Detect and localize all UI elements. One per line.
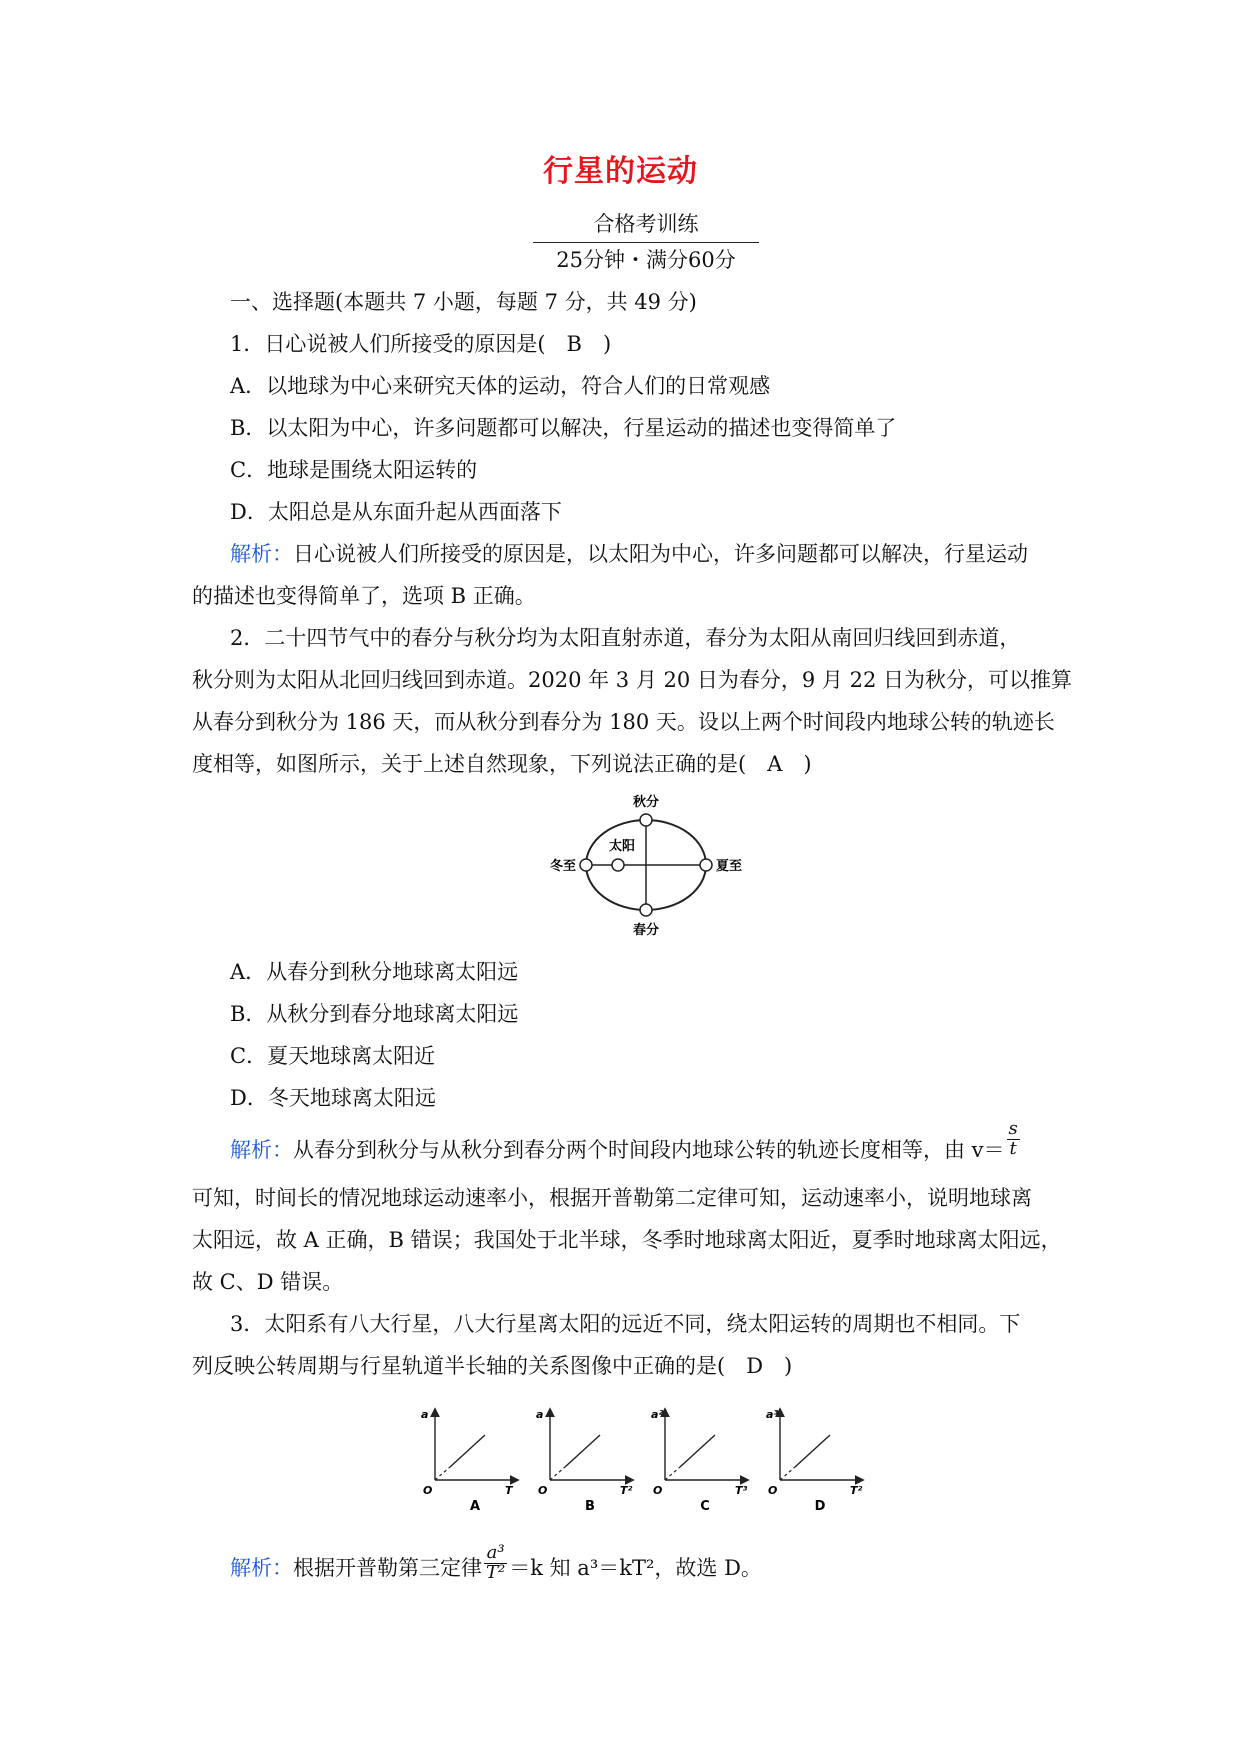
graph-B [536,1408,633,1510]
q2-option-a: A．从春分到秋分地球离太阳远 [230,960,519,984]
origin-label: O [768,1484,778,1497]
label-summer-solstice: 夏至 [716,859,743,874]
data-line [680,1435,715,1467]
y-axis-label: a³ [766,1408,779,1421]
dashed-segment [665,1467,680,1480]
label-winter-solstice: 冬至 [549,859,576,874]
time-info: 25分钟・满分60分 [556,248,736,272]
fraction-numerator: s [1008,1118,1018,1139]
q1-option-a: A．以地球为中心来研究天体的运动，符合人们的日常观感 [230,374,771,398]
y-axis-label: a [536,1408,544,1421]
q1-analysis-line2: 的描述也变得简单了，选项 B 正确。 [192,584,536,608]
q1-option-b: B．以太阳为中心，许多问题都可以解决，行星运动的描述也变得简单了 [230,416,897,440]
q3-analysis [230,1542,762,1589]
q2-stem-line1: 2．二十四节气中的春分与秋分均为太阳直射赤道，春分为太阳从南回归线回到赤道， [230,626,1021,650]
analysis-label: 解析： [230,542,293,566]
q2-analysis-line3: 太阳远，故 A 正确，B 错误；我国处于北半球，冬季时地球离太阳近，夏季时地球离太阳远， [192,1228,1062,1252]
dashed-segment [435,1467,450,1480]
x-axis-label: T² [850,1484,863,1497]
orbit-diagram [530,790,770,940]
section-heading: 一、选择题(本题共 7 小题，每题 7 分，共 49 分) [230,290,697,314]
y-axis-label: a [421,1408,429,1421]
q2-stem-line4: 度相等，如图所示，关于上述自然现象，下列说法正确的是( A ) [192,752,812,776]
label-sun: 太阳 [608,839,636,854]
q3-analysis-pre: 根据开普勒第三定律 [293,1555,482,1580]
sun-marker [612,859,624,871]
q1-option-d: D．太阳总是从东面升起从西面落下 [230,500,562,524]
q1-stem: 1．日心说被人们所接受的原因是( B ) [230,332,612,356]
graph-caption: C [700,1499,710,1510]
q2-stem-line3: 从春分到秋分为 186 天，而从秋分到春分为 180 天。设以上两个时间段内地球公转的轨迹长 [192,710,1055,734]
x-axis-label: T [505,1484,513,1497]
dashed-segment [550,1467,565,1480]
analysis-label: 解析： [230,1555,293,1580]
x-axis-label: T³ [735,1484,748,1497]
fraction-numerator: a³ [484,1544,507,1564]
origin-label: O [423,1484,433,1497]
earth-summer-marker [700,859,712,871]
origin-label: O [653,1484,663,1497]
graph-A [421,1408,517,1510]
graph-caption: D [814,1499,826,1510]
label-spring-equinox: 春分 [632,923,660,938]
q2-analysis-line2: 可知，时间长的情况地球运动速率小，根据开普勒第二定律可知，运动速率小，说明地球离 [192,1186,1032,1210]
data-line [450,1435,485,1467]
dashed-segment [780,1467,795,1480]
graph-caption: A [469,1499,481,1510]
q2-analysis-line4: 故 C、D 错误。 [192,1270,344,1294]
q2-option-d: D．冬天地球离太阳远 [230,1086,436,1110]
fraction-denominator: T² [486,1561,506,1583]
earth-autumn-marker [640,814,652,826]
graph-caption: B [585,1499,595,1510]
q2-analysis-text: 从春分到秋分与从秋分到春分两个时间段内地球公转的轨迹长度相等，由 v＝ [293,1137,1005,1162]
label-autumn-equinox: 秋分 [632,795,660,810]
q1-option-c: C．地球是围绕太阳运转的 [230,458,478,482]
q3-stem-line1: 3．太阳系有八大行星，八大行星离太阳的远近不同，绕太阳运转的周期也不相同。下 [230,1312,1021,1336]
q2-option-b: B．从秋分到春分地球离太阳远 [230,1002,519,1026]
graph-D [766,1408,863,1510]
q3-graphs [410,1400,880,1510]
page-title: 行星的运动 [543,154,698,189]
q3-analysis-post: ＝k 知 a³＝kT²，故选 D。 [509,1555,762,1580]
y-axis-label: a² [651,1408,664,1421]
fraction-denominator: t [1009,1137,1017,1159]
earth-winter-marker [580,859,592,871]
graph-C [651,1408,748,1510]
exercise-type: 合格考训练 [533,208,759,243]
data-line [795,1435,830,1467]
kepler-fraction [484,1544,507,1583]
q2-option-c: C．夏天地球离太阳近 [230,1044,436,1068]
q2-analysis-line1 [230,1118,1022,1171]
origin-label: O [538,1484,548,1497]
analysis-label: 解析： [230,1137,293,1162]
earth-spring-marker [640,904,652,916]
q3-stem-line2: 列反映公转周期与行星轨道半长轴的关系图像中正确的是( D ) [192,1354,793,1378]
q1-analysis-line1 [230,544,1028,565]
velocity-fraction [1007,1120,1020,1159]
data-line [565,1435,600,1467]
x-axis-label: T² [620,1484,633,1497]
q1-analysis-text: 日心说被人们所接受的原因是，以太阳为中心，许多问题都可以解决，行星运动 [293,542,1028,566]
q2-stem-line2: 秋分则为太阳从北回归线回到赤道。2020 年 3 月 20 日为春分，9 月 22 日为秋分，可以推算 [192,668,1073,692]
